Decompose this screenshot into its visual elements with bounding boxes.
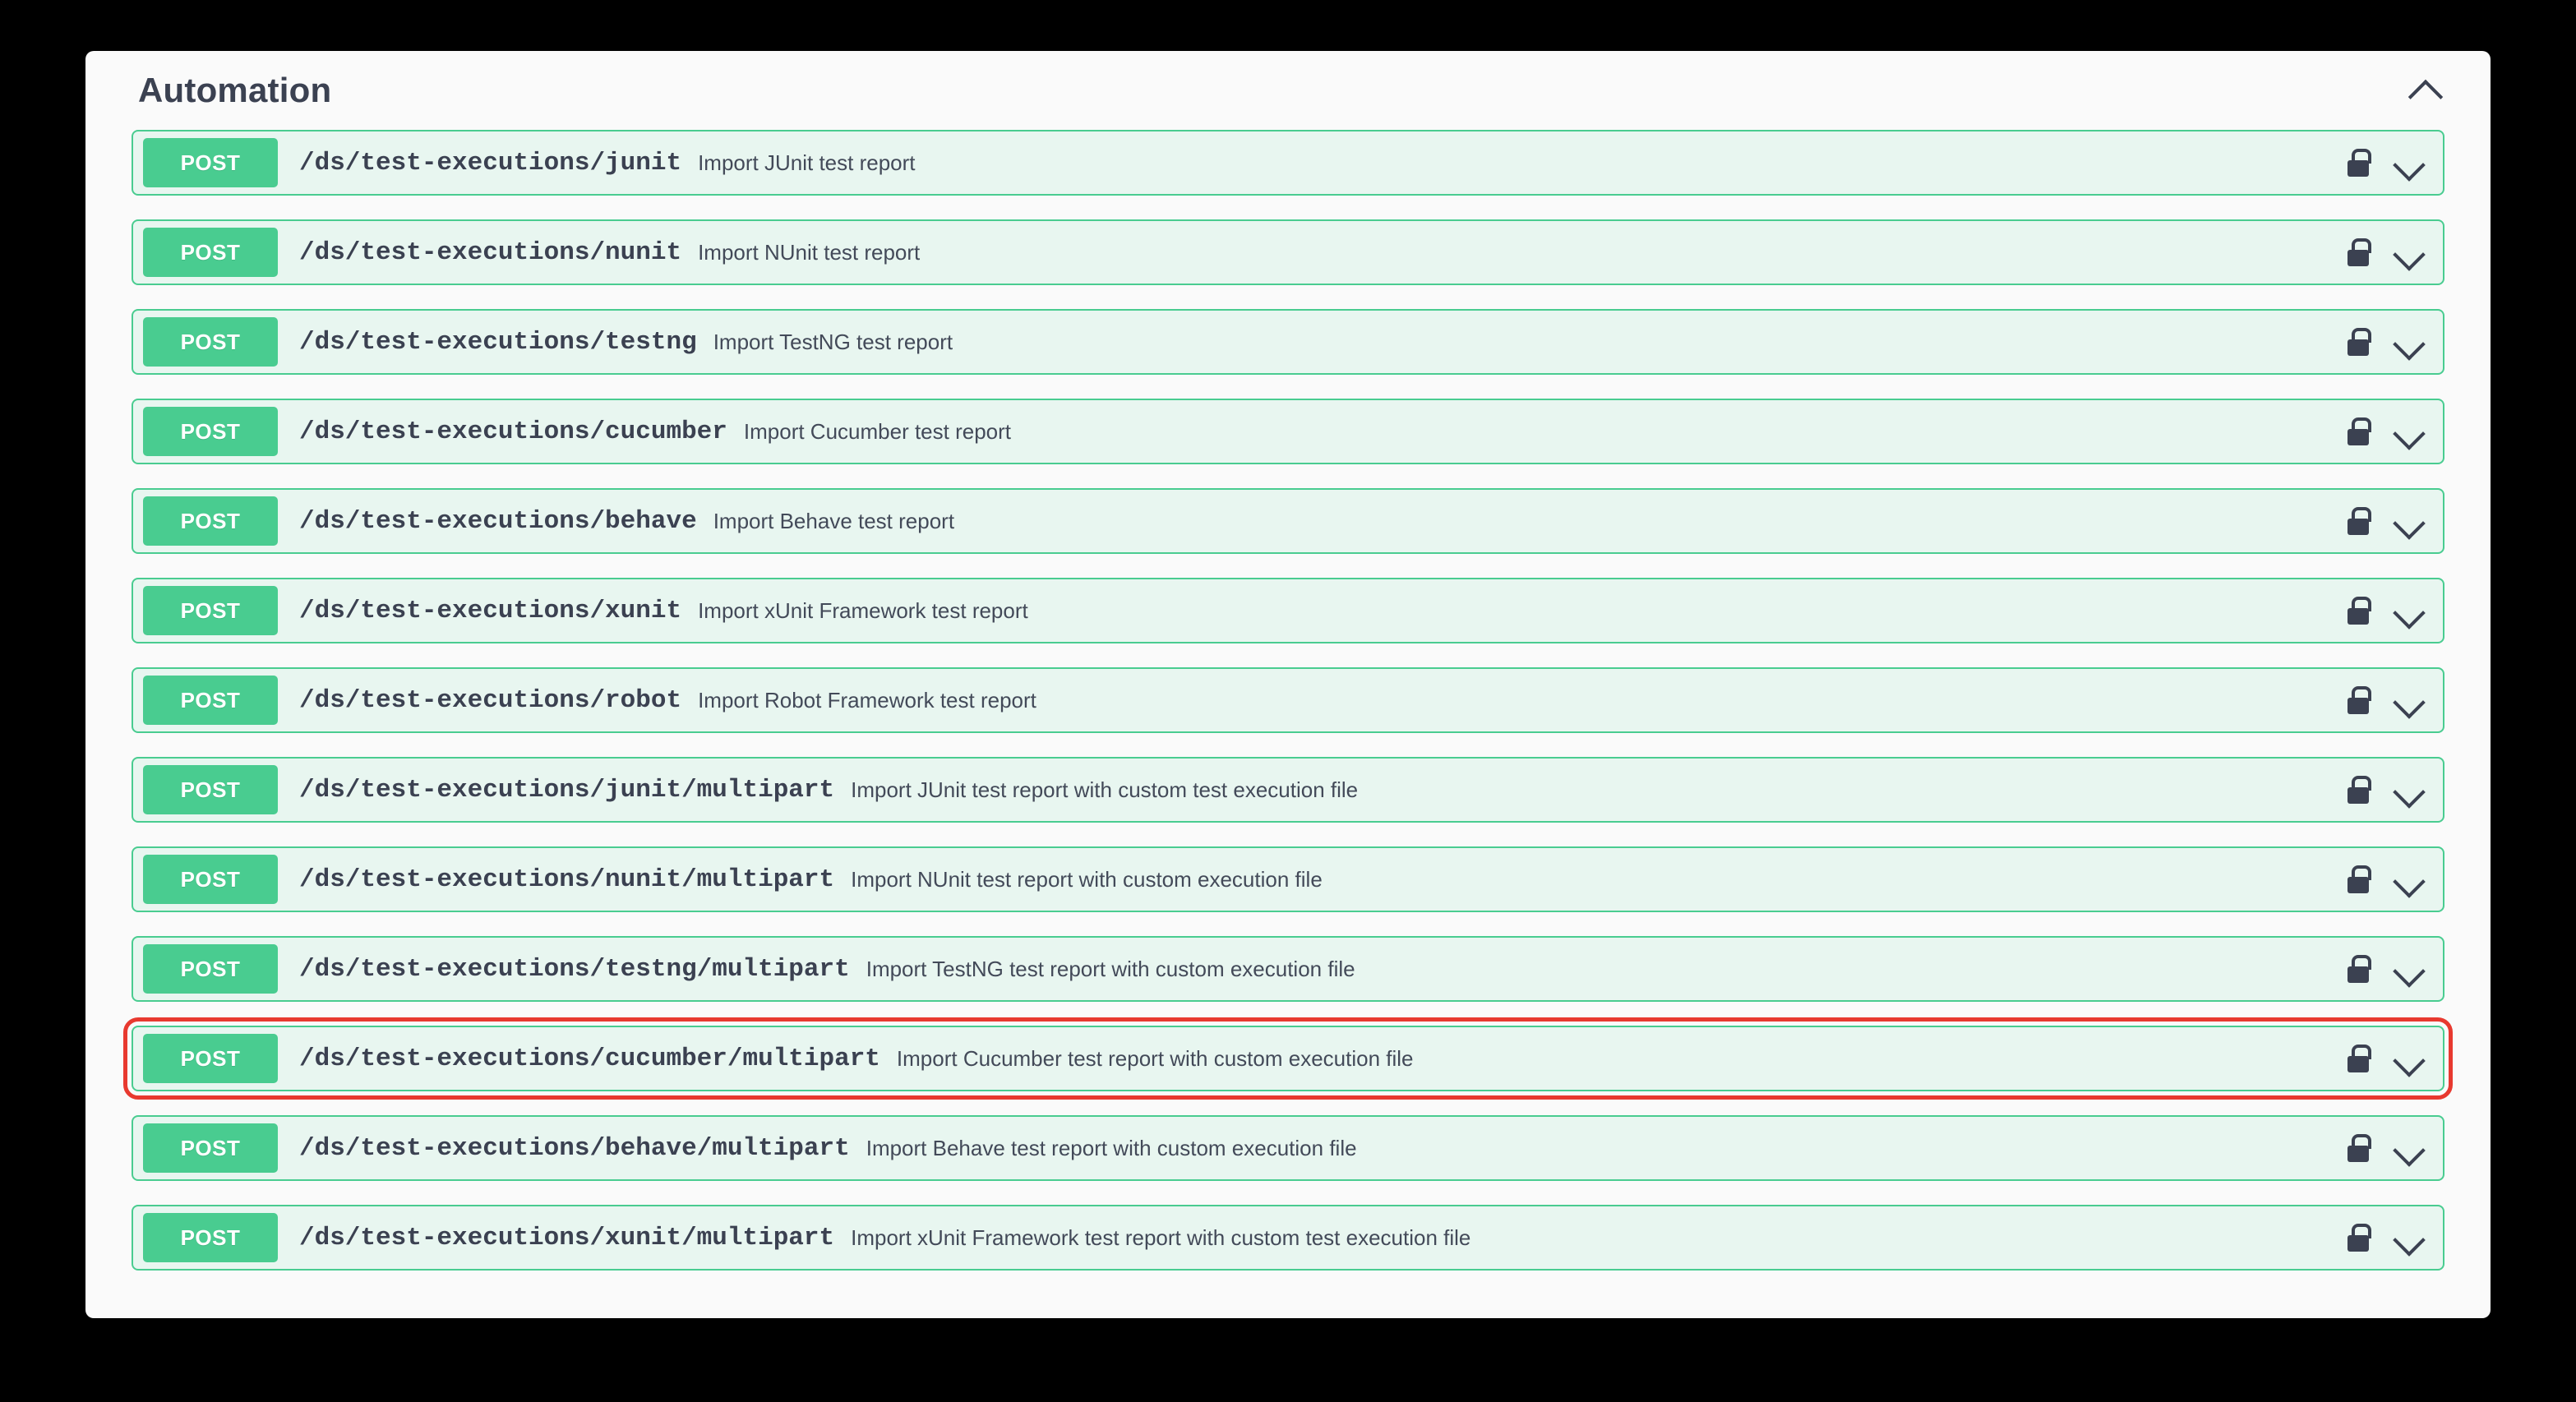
lock-icon[interactable] bbox=[2347, 1045, 2369, 1072]
operation-path: /ds/test-executions/behave bbox=[299, 506, 697, 536]
chevron-down-icon[interactable] bbox=[2394, 147, 2425, 178]
method-badge: POST bbox=[143, 944, 278, 994]
operation-path: /ds/test-executions/nunit/multipart bbox=[299, 865, 835, 894]
lock-icon[interactable] bbox=[2347, 417, 2369, 445]
method-badge: POST bbox=[143, 676, 278, 725]
method-badge: POST bbox=[143, 765, 278, 814]
operation-path: /ds/test-executions/xunit bbox=[299, 596, 682, 625]
lock-icon[interactable] bbox=[2347, 1224, 2369, 1252]
chevron-down-icon[interactable] bbox=[2394, 1132, 2425, 1164]
operation-path: /ds/test-executions/junit bbox=[299, 148, 682, 178]
lock-icon[interactable] bbox=[2347, 955, 2369, 983]
operation-path: /ds/test-executions/cucumber bbox=[299, 417, 727, 446]
operation-path: /ds/test-executions/junit/multipart bbox=[299, 775, 835, 805]
operation-path: /ds/test-executions/testng/multipart bbox=[299, 954, 850, 984]
operation-row[interactable] bbox=[132, 399, 2444, 464]
operations-list bbox=[85, 130, 2491, 1271]
method-badge: POST bbox=[143, 1213, 278, 1262]
operation-row[interactable] bbox=[132, 488, 2444, 554]
operation-summary: Import Behave test report bbox=[713, 508, 955, 533]
operation-summary: Import Cucumber test report bbox=[743, 418, 1012, 444]
operation-summary: Import JUnit test report bbox=[698, 150, 916, 175]
automation-panel bbox=[85, 51, 2491, 1318]
operation-row[interactable] bbox=[132, 1026, 2444, 1091]
lock-icon[interactable] bbox=[2347, 1134, 2369, 1162]
lock-icon[interactable] bbox=[2347, 238, 2369, 266]
lock-icon[interactable] bbox=[2347, 865, 2369, 893]
lock-icon[interactable] bbox=[2347, 328, 2369, 356]
lock-icon[interactable] bbox=[2347, 686, 2369, 714]
operation-row[interactable] bbox=[132, 309, 2444, 375]
operation-path: /ds/test-executions/xunit/multipart bbox=[299, 1223, 835, 1252]
chevron-down-icon[interactable] bbox=[2394, 237, 2425, 268]
operation-summary: Import xUnit Framework test report with custom test execution file bbox=[851, 1224, 1471, 1250]
operation-row[interactable] bbox=[132, 757, 2444, 823]
chevron-down-icon[interactable] bbox=[2394, 774, 2425, 805]
operation-row[interactable] bbox=[132, 846, 2444, 912]
operation-summary: Import NUnit test report with custom execution file bbox=[851, 866, 1323, 892]
operation-summary: Import TestNG test report with custom execution file bbox=[866, 956, 1355, 981]
chevron-down-icon[interactable] bbox=[2394, 326, 2425, 357]
method-badge: POST bbox=[143, 496, 278, 546]
operation-row[interactable] bbox=[132, 1205, 2444, 1271]
operation-row[interactable] bbox=[132, 1115, 2444, 1181]
method-badge: POST bbox=[143, 1034, 278, 1083]
method-badge: POST bbox=[143, 586, 278, 635]
operation-row[interactable] bbox=[132, 219, 2444, 285]
operation-summary: Import JUnit test report with custom test execution file bbox=[851, 777, 1359, 802]
method-badge: POST bbox=[143, 138, 278, 187]
chevron-down-icon[interactable] bbox=[2394, 1222, 2425, 1253]
lock-icon[interactable] bbox=[2347, 597, 2369, 625]
method-badge: POST bbox=[143, 1123, 278, 1173]
operation-path: /ds/test-executions/behave/multipart bbox=[299, 1133, 850, 1163]
chevron-down-icon[interactable] bbox=[2394, 685, 2425, 716]
lock-icon[interactable] bbox=[2347, 149, 2369, 177]
operation-row[interactable] bbox=[132, 936, 2444, 1002]
lock-icon[interactable] bbox=[2347, 507, 2369, 535]
chevron-down-icon[interactable] bbox=[2394, 1043, 2425, 1074]
chevron-down-icon[interactable] bbox=[2394, 505, 2425, 537]
panel-header[interactable] bbox=[85, 51, 2491, 130]
chevron-up-icon[interactable] bbox=[2407, 71, 2444, 109]
operation-path: /ds/test-executions/testng bbox=[299, 327, 697, 357]
method-badge: POST bbox=[143, 228, 278, 277]
operation-row[interactable] bbox=[132, 130, 2444, 196]
operation-row[interactable] bbox=[132, 667, 2444, 733]
method-badge: POST bbox=[143, 317, 278, 367]
lock-icon[interactable] bbox=[2347, 776, 2369, 804]
operation-summary: Import NUnit test report bbox=[698, 239, 921, 265]
operation-summary: Import Cucumber test report with custom execution file bbox=[896, 1045, 1414, 1071]
operation-row[interactable] bbox=[132, 578, 2444, 643]
chevron-down-icon[interactable] bbox=[2394, 595, 2425, 626]
chevron-down-icon[interactable] bbox=[2394, 864, 2425, 895]
operation-path: /ds/test-executions/nunit bbox=[299, 238, 682, 267]
operation-path: /ds/test-executions/cucumber/multipart bbox=[299, 1044, 880, 1073]
operation-summary: Import xUnit Framework test report bbox=[698, 597, 1028, 623]
operation-summary: Import Behave test report with custom execution file bbox=[866, 1135, 1357, 1160]
method-badge: POST bbox=[143, 855, 278, 904]
method-badge: POST bbox=[143, 407, 278, 456]
operation-summary: Import Robot Framework test report bbox=[698, 687, 1036, 713]
chevron-down-icon[interactable] bbox=[2394, 953, 2425, 985]
operation-path: /ds/test-executions/robot bbox=[299, 685, 682, 715]
chevron-down-icon[interactable] bbox=[2394, 416, 2425, 447]
operation-summary: Import TestNG test report bbox=[713, 329, 953, 354]
page-title: Automation bbox=[138, 71, 332, 109]
